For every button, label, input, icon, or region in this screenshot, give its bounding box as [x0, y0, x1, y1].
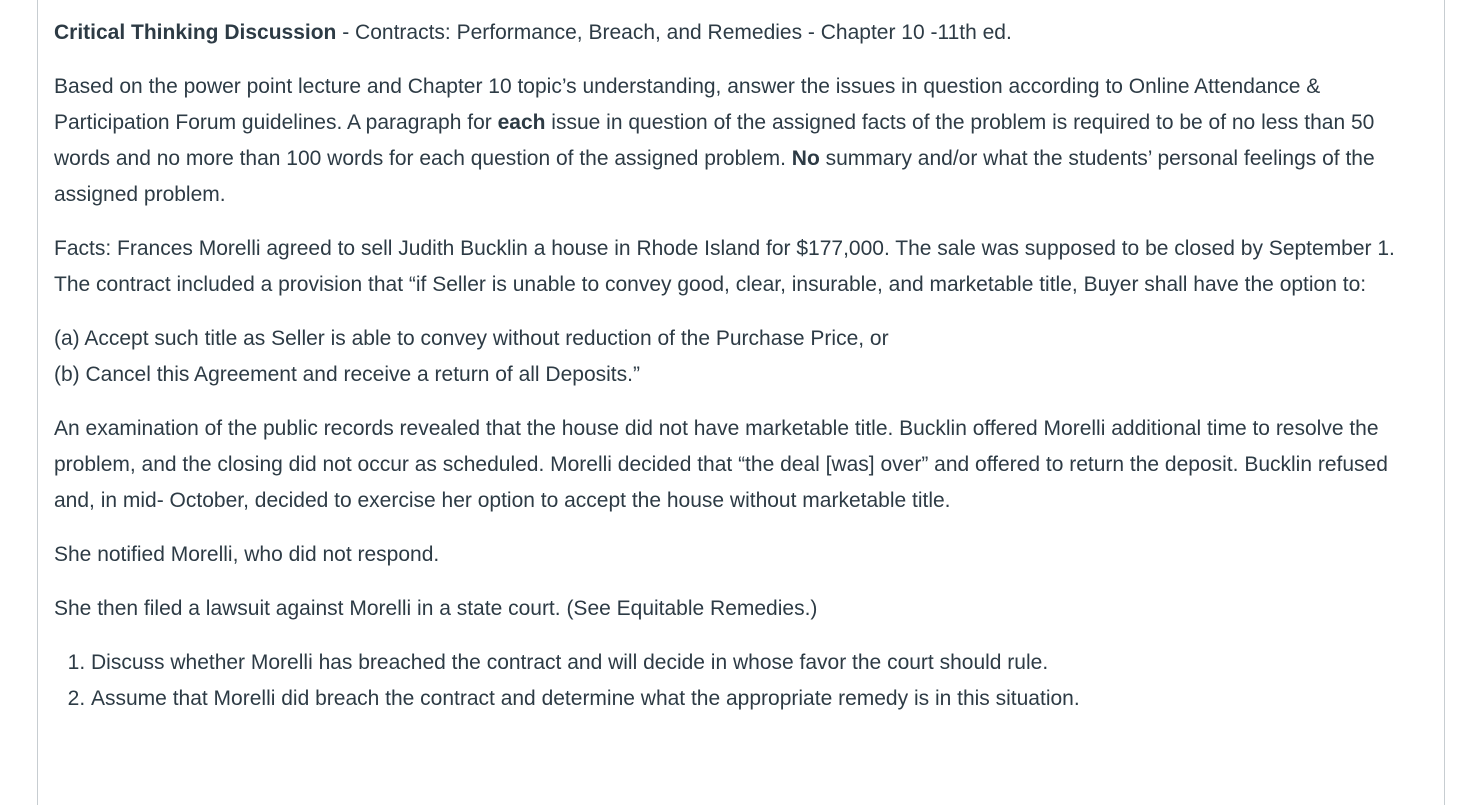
facts-paragraph: Facts: Frances Morelli agreed to sell Judith Bucklin a house in Rhode Island for $177,000. The sale was supposed to be closed by September 1. The contract included a provision that “if Seller is unable to convey good, clear, insurable, and marketable title, Buyer shall have the option to:	[54, 237, 1395, 296]
discussion-content	[54, 15, 1424, 717]
questions-list	[54, 645, 1424, 717]
lawsuit-paragraph: She then filed a lawsuit against Morelli in a state court. (See Equitable Remedies.)	[54, 597, 818, 620]
instructions-bold-no: No	[791, 147, 820, 170]
title-bold: Critical Thinking Discussion	[54, 21, 337, 44]
instructions-bold-each: each	[497, 111, 546, 134]
instructions-part3: summary and/or what the students’ personal feelings of the assigned problem.	[54, 147, 1375, 206]
left-border	[37, 0, 38, 805]
notified-paragraph: She notified Morelli, who did not respond.	[54, 543, 440, 566]
options-block	[54, 321, 1424, 393]
option-a: (a) Accept such title as Seller is able to convey without reduction of the Purchase Price, or	[54, 327, 889, 350]
discussion-title	[54, 15, 1424, 51]
instructions-paragraph	[54, 69, 1424, 213]
right-border	[1444, 0, 1445, 805]
question-item: 1. Discuss whether Morelli has breached the contract and will decide in whose favor the court should rule.	[91, 645, 1424, 681]
option-b: (b) Cancel this Agreement and receive a return of all Deposits.”	[54, 363, 640, 386]
instructions-part2: issue in question of the assigned facts of the problem is required to be of no less than 50 words and no more than 100 words for each question of the assigned problem.	[54, 111, 1375, 170]
examination-paragraph: An examination of the public records revealed that the house did not have marketable title. Bucklin offered Morelli additional time to resolve the problem, and the closing did not occur as scheduled. Morelli decided that “the deal [was] over” and offered to return the deposit. Bucklin refused and, in mid- October, decided to exercise her option to accept the house without marketable title.	[54, 417, 1388, 512]
title-rest: - Contracts: Performance, Breach, and Remedies - Chapter 10 -11th ed.	[336, 21, 1012, 44]
question-item: 2. Assume that Morelli did breach the contract and determine what the appropriate remedy is in this situation.	[91, 681, 1424, 717]
instructions-part1: Based on the power point lecture and Chapter 10 topic’s understanding, answer the issues in question according to Online Attendance & Participation Forum guidelines. A paragraph for	[54, 75, 1321, 134]
